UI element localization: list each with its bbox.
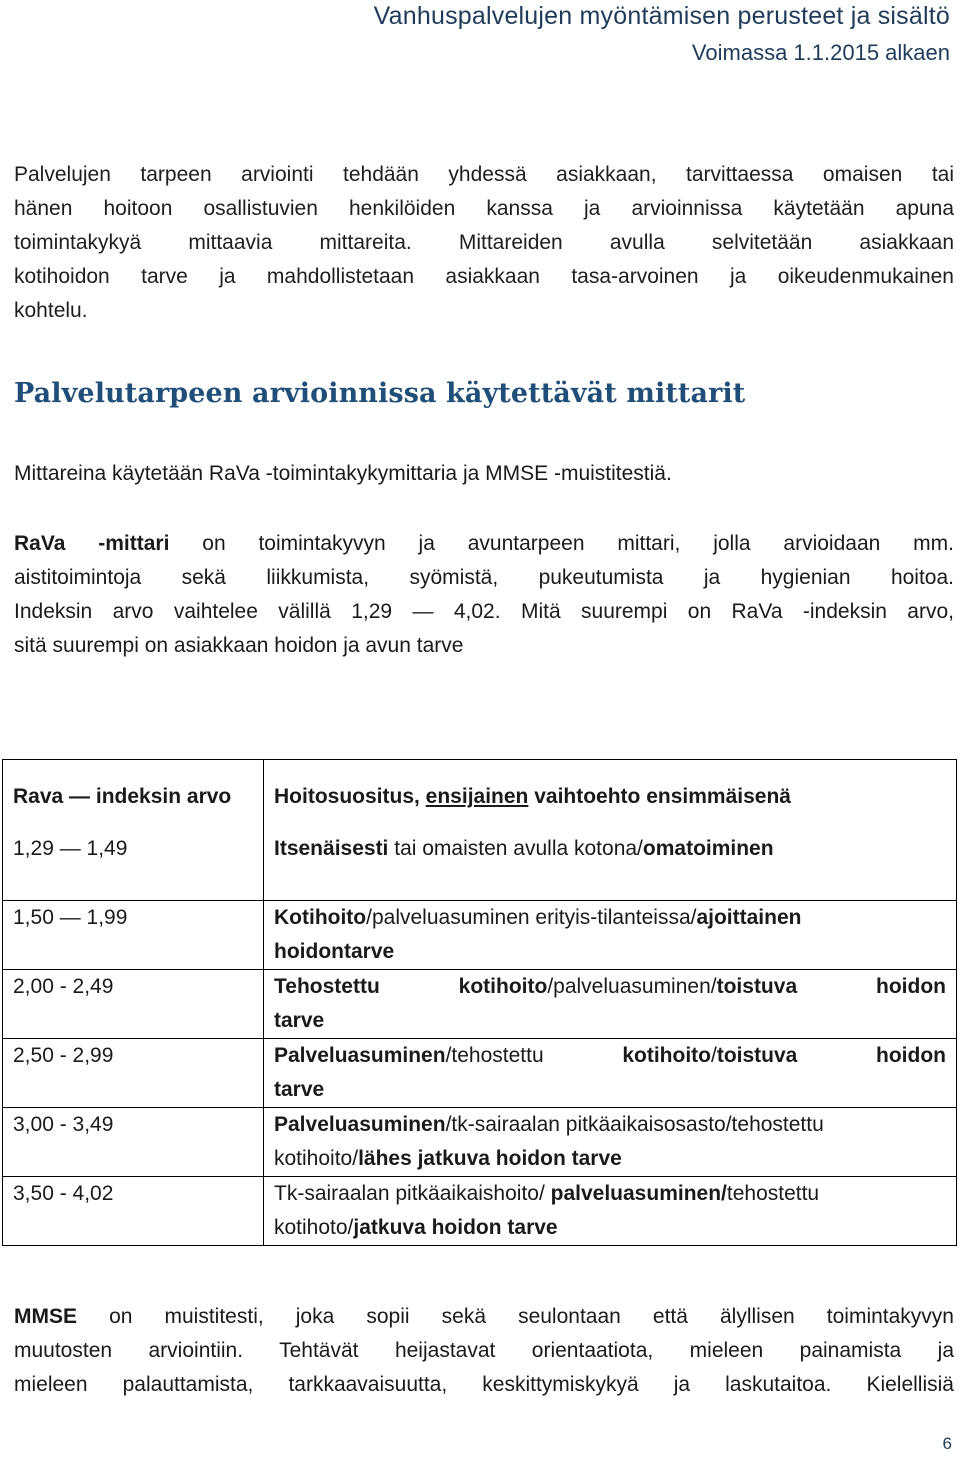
recommendation (264, 1039, 957, 1108)
rec-text: Tk-sairaalan pitkäaikaishoito/ (274, 1182, 551, 1205)
rec-bold: palveluasuminen/ (550, 1182, 727, 1205)
recommendation (264, 970, 957, 1039)
recommendation (264, 832, 957, 901)
intro-line: kotihoidon tarve ja mahdollistetaan asiakkaan tasa-arvoinen ja oikeudenmukainen (14, 265, 954, 288)
rava-line (14, 527, 954, 561)
rava-line: Indeksin arvo vaihtelee välillä 1,29 — 4,02. Mitä suurempi on RaVa -indeksin arvo, (14, 600, 954, 623)
rec-text: / (710, 1044, 717, 1067)
table-header-row (3, 760, 957, 833)
rec-text: kotihoto/ (274, 1216, 354, 1239)
rec-text: /palveluasuminen/ (547, 975, 717, 998)
index-range: 2,50 - 2,99 (3, 1039, 264, 1108)
rava-line: sitä suurempi on asiakkaan hoidon ja avun tarve (14, 634, 464, 657)
rec-bold: Tehostettu (274, 975, 380, 998)
rec-text: /tk-sairaalan pitkäaikaisosasto/tehostettu (445, 1113, 824, 1136)
section-heading: Palvelutarpeen arvioinnissa käytettävät mittarit (14, 378, 746, 409)
rec-text: kotihoito/ (274, 1147, 359, 1170)
document-header (374, 0, 950, 70)
mmse-line: mieleen palauttamista, tarkkaavaisuutta, keskittymiskykyä ja laskutaitoa. Kielellisiä (14, 1373, 954, 1396)
measures-sentence: Mittareina käytetään RaVa -toimintakykymittaria ja MMSE -muistitestiä. (14, 462, 672, 485)
rec-bold: Itsenäisesti (274, 837, 389, 860)
recommendation (264, 1108, 957, 1177)
header-index-value: Rava — indeksin arvo (3, 760, 264, 833)
recommendation (264, 1177, 957, 1246)
rava-index-table (2, 759, 957, 1246)
index-range: 2,00 - 2,49 (3, 970, 264, 1039)
rava-line-text: on toimintakyvyn ja avuntarpeen mittari, jolla arvioidaan mm. (169, 532, 954, 555)
intro-line: hänen hoitoon osallistuvien henkilöiden kanssa ja arvioinnissa käytetään apuna (14, 197, 954, 220)
rec-bold: toistuva (716, 975, 798, 998)
rec-bold: ajoittainen (696, 906, 802, 929)
table-row (3, 832, 957, 901)
table-row (3, 1177, 957, 1246)
header-text: vaihtoehto ensimmäisenä (528, 785, 791, 808)
table-row (3, 1039, 957, 1108)
rava-paragraph (14, 527, 954, 663)
document-title: Vanhuspalvelujen myöntämisen perusteet ja sisältö (373, 2, 950, 30)
mmse-paragraph (14, 1300, 954, 1402)
header-recommendation (264, 760, 957, 833)
header-underlined-text: ensijainen (425, 785, 529, 808)
header-text: Hoitosuositus, (274, 785, 426, 808)
rec-bold: tarve (274, 1009, 325, 1032)
rava-line: aistitoimintoja sekä liikkumista, syömistä, pukeutumista ja hygienian hoitoa. (14, 566, 954, 589)
rec-bold: kotihoito (622, 1044, 711, 1067)
index-range: 3,00 - 3,49 (3, 1108, 264, 1177)
rec-text: /palveluasuminen erityis-tilanteissa/ (366, 906, 697, 929)
intro-line: toimintakykyä mittaavia mittareita. Mittareiden avulla selvitetään asiakkaan (14, 231, 954, 254)
recommendation (264, 901, 957, 970)
intro-line: Palvelujen tarpeen arviointi tehdään yhdessä asiakkaan, tarvittaessa omaisen tai (14, 163, 954, 186)
table-row (3, 970, 957, 1039)
page-number: 6 (942, 1434, 952, 1453)
rec-bold: Palveluasuminen (274, 1044, 446, 1067)
rec-text: tai omaisten avulla kotona/ (388, 837, 643, 860)
index-range: 3,50 - 4,02 (3, 1177, 264, 1246)
rec-bold: Palveluasuminen (274, 1113, 446, 1136)
index-range: 1,50 — 1,99 (3, 901, 264, 970)
table-row (3, 901, 957, 970)
rec-text: /tehostettu (445, 1044, 544, 1067)
intro-line: kohtelu. (14, 299, 88, 322)
rec-bold: Kotihoito (274, 906, 367, 929)
rava-term: RaVa -mittari (14, 532, 170, 555)
rec-bold: tarve (274, 1078, 325, 1101)
mmse-line (14, 1300, 954, 1334)
rec-text: tehostettu (726, 1182, 820, 1205)
rec-bold: hoidontarve (274, 940, 395, 963)
rec-bold: toistuva (716, 1044, 798, 1067)
rec-bold: kotihoito (458, 975, 548, 998)
intro-paragraph (14, 158, 954, 328)
rec-bold: lähes jatkuva hoidon tarve (358, 1147, 622, 1170)
mmse-line: muutosten arviointiin. Tehtävät heijastavat orientaatiota, mieleen painamista ja (14, 1339, 954, 1362)
rec-bold: hoidon (876, 975, 946, 998)
table-row (3, 1108, 957, 1177)
rec-bold: jatkuva hoidon tarve (353, 1216, 558, 1239)
mmse-term: MMSE (14, 1305, 77, 1328)
rec-bold: hoidon (876, 1044, 946, 1067)
validity-date: Voimassa 1.1.2015 alkaen (691, 40, 950, 65)
index-range: 1,29 — 1,49 (3, 832, 264, 901)
mmse-line-text: on muistitesti, joka sopii sekä seulontaan että älyllisen toimintakyvyn (77, 1305, 954, 1328)
rec-bold: omatoiminen (642, 837, 774, 860)
